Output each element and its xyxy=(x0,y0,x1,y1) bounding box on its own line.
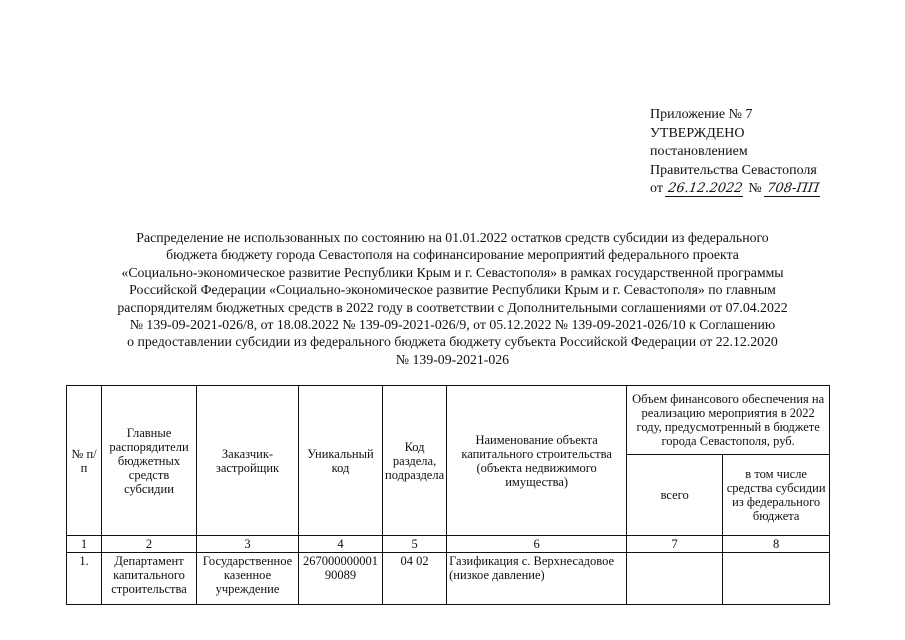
header-section: Код раздела, подраздела xyxy=(383,386,447,536)
title-line: бюджета бюджету города Севастополя на софинансирование мероприятий федерального проекта xyxy=(166,247,739,263)
date-prefix: от xyxy=(650,181,663,196)
approval-number: 708-ПП xyxy=(764,182,822,197)
header-distributors: Главные распорядители бюджетных средств субсидии xyxy=(102,386,197,536)
column-number: 7 xyxy=(627,536,723,553)
header-federal: в том числе средства субсидии из федерального бюджета xyxy=(723,455,830,536)
approval-date: 26.12.2022 xyxy=(665,182,746,197)
header-total: всего xyxy=(627,455,723,536)
title-line: распорядителям бюджетных средств в 2022 году в соответствии с Дополнительными соглашениями от 07.04.2022 xyxy=(117,299,788,315)
row-section: 04 02 xyxy=(383,553,447,605)
column-number: 8 xyxy=(723,536,830,553)
approval-date-line xyxy=(650,180,890,199)
title-line: «Социально-экономическое развитие Республики Крым и г. Севастополя» в рамках государственной программы xyxy=(121,264,784,280)
header-volume: Объем финансового обеспечения на реализацию мероприятия в 2022 году, предусмотренный в бюджете города Севастополя, руб. xyxy=(627,386,830,455)
row-object: Газификация с. Верхнесадовое (низкое давление) xyxy=(447,553,627,605)
appendix-number: Приложение № 7 xyxy=(650,107,753,122)
number-prefix: № xyxy=(748,181,762,196)
row-total xyxy=(627,553,723,605)
column-number: 2 xyxy=(102,536,197,553)
row-customer: Государственное казенное учреждение xyxy=(197,553,299,605)
row-distributor: Департамент капитального строительства xyxy=(102,553,197,605)
government-label: Правительства Севастополя xyxy=(650,162,817,178)
document-title xyxy=(60,229,845,368)
distribution-table xyxy=(66,385,830,605)
title-line: Распределение не использованных по состоянию на 01.01.2022 остатков средств субсидии из федерального xyxy=(136,230,769,245)
column-numbers-row xyxy=(67,536,830,553)
column-number: 1 xyxy=(67,536,102,553)
header-code: Уникальный код xyxy=(299,386,383,536)
title-line: № 139-09-2021-026 xyxy=(395,351,510,367)
resolution-label: постановлением xyxy=(650,144,748,159)
title-line: Российской Федерации «Социально-экономическое развитие Республики Крым и г. Севастополя» по главным xyxy=(129,282,776,298)
approved-label: УТВЕРЖДЕНО xyxy=(650,125,745,141)
header-num: № п/п xyxy=(67,386,102,536)
column-number: 6 xyxy=(447,536,627,553)
appendix-block xyxy=(650,106,890,199)
column-number: 3 xyxy=(197,536,299,553)
header-customer: Заказчик-застройщик xyxy=(197,386,299,536)
title-line: № 139-09-2021-026/8, от 18.08.2022 № 139-09-2021-026/9, от 05.12.2022 № 139-09-2021-026/10 к Соглашению xyxy=(129,317,776,333)
column-number: 5 xyxy=(383,536,447,553)
header-object: Наименование объекта капитального строительства (объекта недвижимого имущества) xyxy=(447,386,627,536)
row-federal xyxy=(723,553,830,605)
row-code: 26700000000190089 xyxy=(299,553,383,605)
table-row xyxy=(67,553,830,605)
title-line: о предоставлении субсидии из федерального бюджета бюджету субъекта Российской Федерации от 22.12.2020 xyxy=(127,334,778,350)
column-number: 4 xyxy=(299,536,383,553)
row-num: 1. xyxy=(67,553,102,605)
